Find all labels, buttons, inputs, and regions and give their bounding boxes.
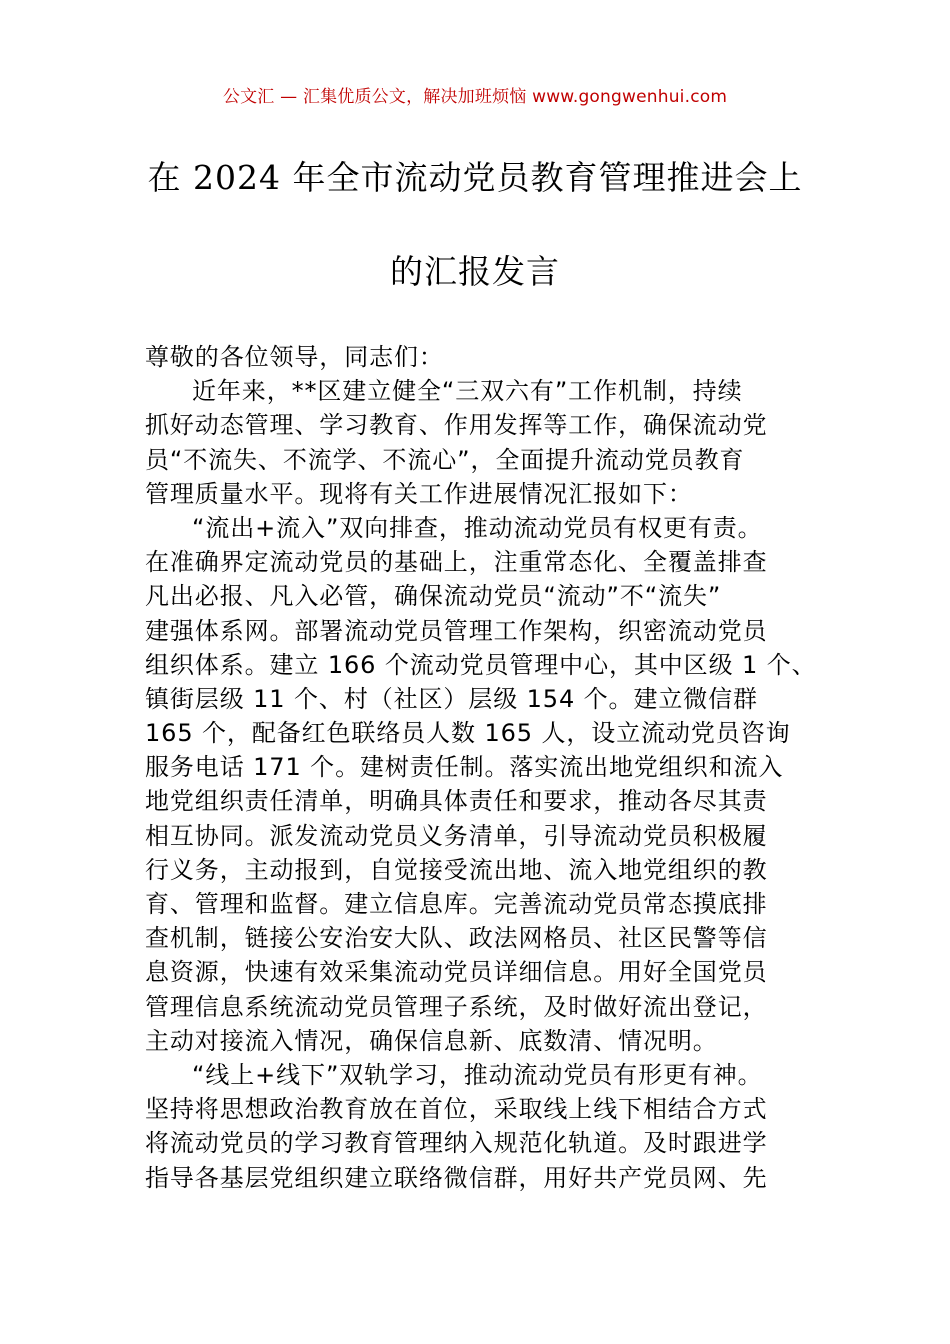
body-line: “流出+流入”双向排查，推动流动党员有权更有责。	[192, 513, 763, 542]
body-line: 凡出必报、凡入必管，确保流动党员“流动”不“流失”	[145, 582, 722, 611]
body-line: 主动对接流入情况，确保信息新、底数清、情况明。	[145, 1026, 718, 1055]
body-line: 建强体系网。部署流动党员管理工作架构，织密流动党员	[145, 616, 768, 645]
body-line: 服务电话 171 个。建树责任制。落实流出地党组织和流入	[145, 753, 784, 782]
body-line: 查机制，链接公安治安大队、政法网格员、社区民警等信	[145, 924, 768, 953]
body-line: 地党组织责任清单，明确具体责任和要求，推动各尽其责	[145, 787, 768, 816]
body-line: 员“不流失、不流学、不流心”，全面提升流动党员教育	[145, 445, 745, 474]
body-line: 行义务，主动报到，自觉接受流出地、流入地党组织的教	[145, 855, 768, 884]
body-line: 指导各基层党组织建立联络微信群，用好共产党员网、先	[145, 1163, 768, 1192]
body-line: 相互协同。派发流动党员义务清单，引导流动党员积极履	[145, 821, 768, 850]
body-line: 管理信息系统流动党员管理子系统，及时做好流出登记，	[145, 992, 768, 1021]
body-line: 在准确界定流动党员的基础上，注重常态化、全覆盖排查	[145, 548, 768, 577]
document-title-line-2: 的汇报发言	[390, 252, 560, 291]
document-title-line-1: 在 2024 年全市流动党员教育管理推进会上	[147, 158, 803, 197]
body-line: 坚持将思想政治教育放在首位，采取线上线下相结合方式	[145, 1095, 768, 1124]
body-line: 近年来，**区建立健全“三双六有”工作机制，持续	[192, 377, 743, 406]
body-line: 育、管理和监督。建立信息库。完善流动党员常态摸底排	[145, 890, 768, 918]
body-line: 将流动党员的学习教育管理纳入规范化轨道。及时跟进学	[145, 1129, 768, 1158]
body-line: 165 个，配备红色联络员人数 165 人，设立流动党员咨询	[145, 719, 791, 748]
body-line: 组织体系。建立 166 个流动党员管理中心，其中区级 1 个、	[145, 650, 817, 679]
site-header-banner: 公文汇 — 汇集优质公文，解决加班烦恼 www.gongwenhui.com	[222, 87, 728, 107]
body-line: 尊敬的各位领导，同志们：	[145, 343, 444, 371]
document-body	[145, 340, 825, 1195]
body-line: 抓好动态管理、学习教育、作用发挥等工作，确保流动党	[145, 411, 768, 440]
body-line: 镇街层级 11 个、村（社区）层级 154 个。建立微信群	[145, 684, 758, 713]
body-line: “线上+线下”双轨学习，推动流动党员有形更有神。	[192, 1060, 763, 1089]
body-line: 息资源，快速有效采集流动党员详细信息。用好全国党员	[145, 958, 768, 987]
body-line: 管理质量水平。现将有关工作进展情况汇报如下：	[145, 479, 693, 508]
